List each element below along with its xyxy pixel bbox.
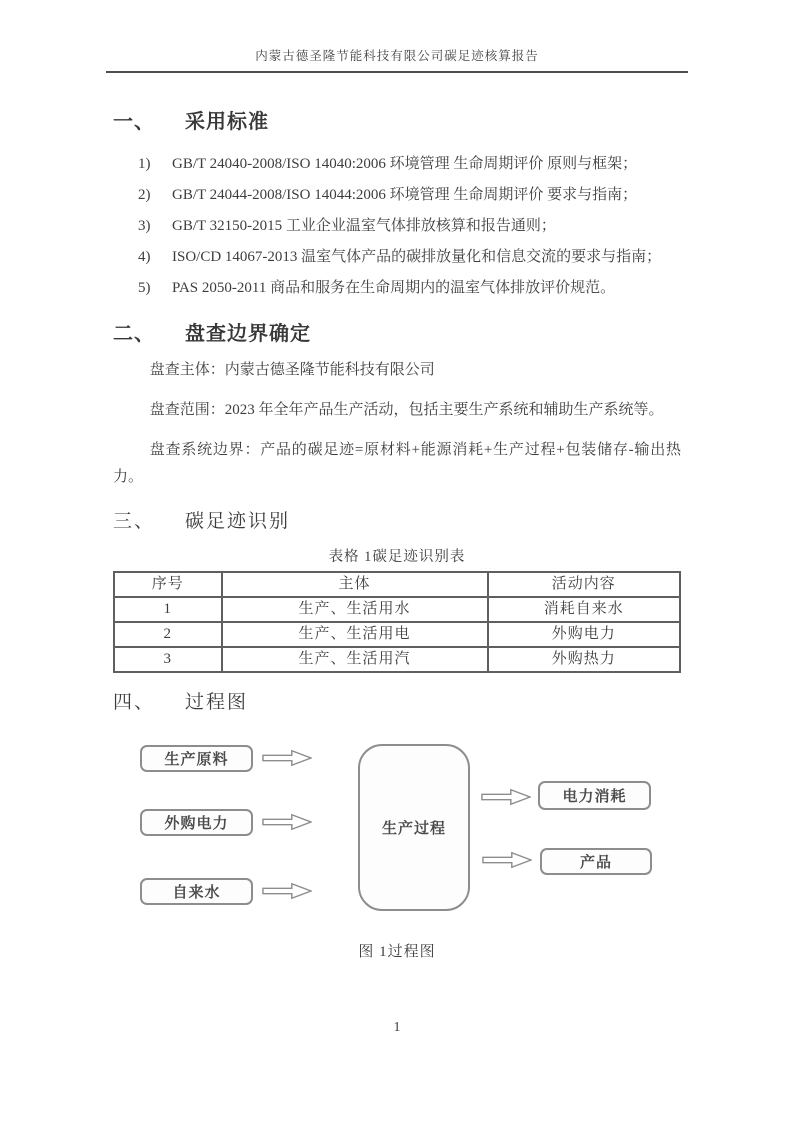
column-header: 序号 [114, 572, 222, 597]
process-flow-diagram [113, 732, 681, 924]
list-item-text: PAS 2050-2011 商品和服务在生命周期内的温室气体排放评价规范。 [172, 280, 616, 296]
list-item [113, 149, 681, 180]
diagram-node-production-process: 生产过程 [358, 744, 470, 911]
cell-activity: 消耗自来水 [488, 597, 680, 622]
document-body [113, 96, 681, 961]
section-title: 盘查边界确定 [185, 323, 311, 345]
boundary-paragraphs [113, 357, 681, 491]
block-arrow-right-icon [262, 749, 312, 767]
section-heading-boundary [113, 317, 681, 346]
cell-subject: 生产、生活用水 [222, 597, 488, 622]
table-caption: 表格 1碳足迹识别表 [328, 549, 466, 565]
block-arrow-right-icon [262, 813, 312, 831]
paragraph: 盘查主体：内蒙古德圣隆节能科技有限公司 [149, 362, 435, 378]
table-row [114, 647, 680, 672]
section-title: 碳足迹识别 [185, 511, 291, 532]
cell-subject: 生产、生活用电 [222, 622, 488, 647]
list-item-number: 5) [138, 280, 151, 296]
block-arrow-right-icon [262, 882, 312, 900]
block-arrow-right-icon [481, 788, 531, 806]
list-item-number: 3) [138, 218, 151, 234]
column-header: 活动内容 [488, 572, 680, 597]
table-header-row [114, 572, 680, 597]
section-number: 一、 [113, 111, 155, 133]
running-header-title: 内蒙古德圣隆节能科技有限公司碳足迹核算报告 [255, 49, 539, 63]
cell-index: 3 [114, 647, 222, 672]
paragraph: 盘查范围：2023 年全年产品生产活动，包括主要生产系统和辅助生产系统等。 [149, 402, 664, 418]
list-item-number: 4) [138, 249, 151, 265]
list-item-number: 2) [138, 187, 151, 203]
block-arrow-right-icon [482, 851, 532, 869]
diagram-node-product: 产品 [540, 848, 652, 875]
list-item [113, 211, 681, 242]
diagram-node-raw-materials: 生产原料 [140, 745, 253, 772]
section-heading-identification [113, 506, 681, 533]
section-number: 三、 [113, 511, 156, 532]
diagram-node-purchased-electricity: 外购电力 [140, 809, 253, 836]
section-heading-standards [113, 105, 681, 134]
section-heading-process-diagram [113, 687, 681, 714]
figure-caption: 图 1过程图 [358, 944, 436, 960]
paragraph: 盘查系统边界：产品的碳足迹=原材料+能源消耗+生产过程+包装储存-输出热力。 [113, 442, 681, 485]
list-item [113, 180, 681, 211]
page-number: 1 [393, 1020, 401, 1035]
cell-activity: 外购热力 [488, 647, 680, 672]
cell-activity: 外购电力 [488, 622, 680, 647]
list-item-text: GB/T 32150-2015 工业企业温室气体排放核算和报告通则； [172, 218, 556, 234]
cell-index: 1 [114, 597, 222, 622]
section-number: 二、 [113, 323, 155, 345]
cell-subject: 生产、生活用汽 [222, 647, 488, 672]
section-title: 采用标准 [185, 111, 269, 133]
diagram-node-electricity-consumption: 电力消耗 [538, 781, 651, 810]
list-item-text: GB/T 24040-2008/ISO 14040:2006 环境管理 生命周期评价 原则与框架； [172, 156, 638, 172]
table-row [114, 622, 680, 647]
list-item-number: 1) [138, 156, 151, 172]
list-item [113, 242, 681, 273]
list-item [113, 273, 681, 304]
cell-index: 2 [114, 622, 222, 647]
list-item-text: GB/T 24044-2008/ISO 14044:2006 环境管理 生命周期评价 要求与指南； [172, 187, 638, 203]
section-number: 四、 [113, 692, 156, 713]
table-row [114, 597, 680, 622]
section-title: 过程图 [185, 692, 249, 713]
footprint-identification-table [113, 571, 681, 673]
list-item-text: ISO/CD 14067-2013 温室气体产品的碳排放量化和信息交流的要求与指南； [172, 249, 662, 265]
diagram-node-tap-water: 自来水 [140, 878, 253, 905]
standards-list [113, 149, 681, 304]
column-header: 主体 [222, 572, 488, 597]
running-header [106, 46, 688, 73]
